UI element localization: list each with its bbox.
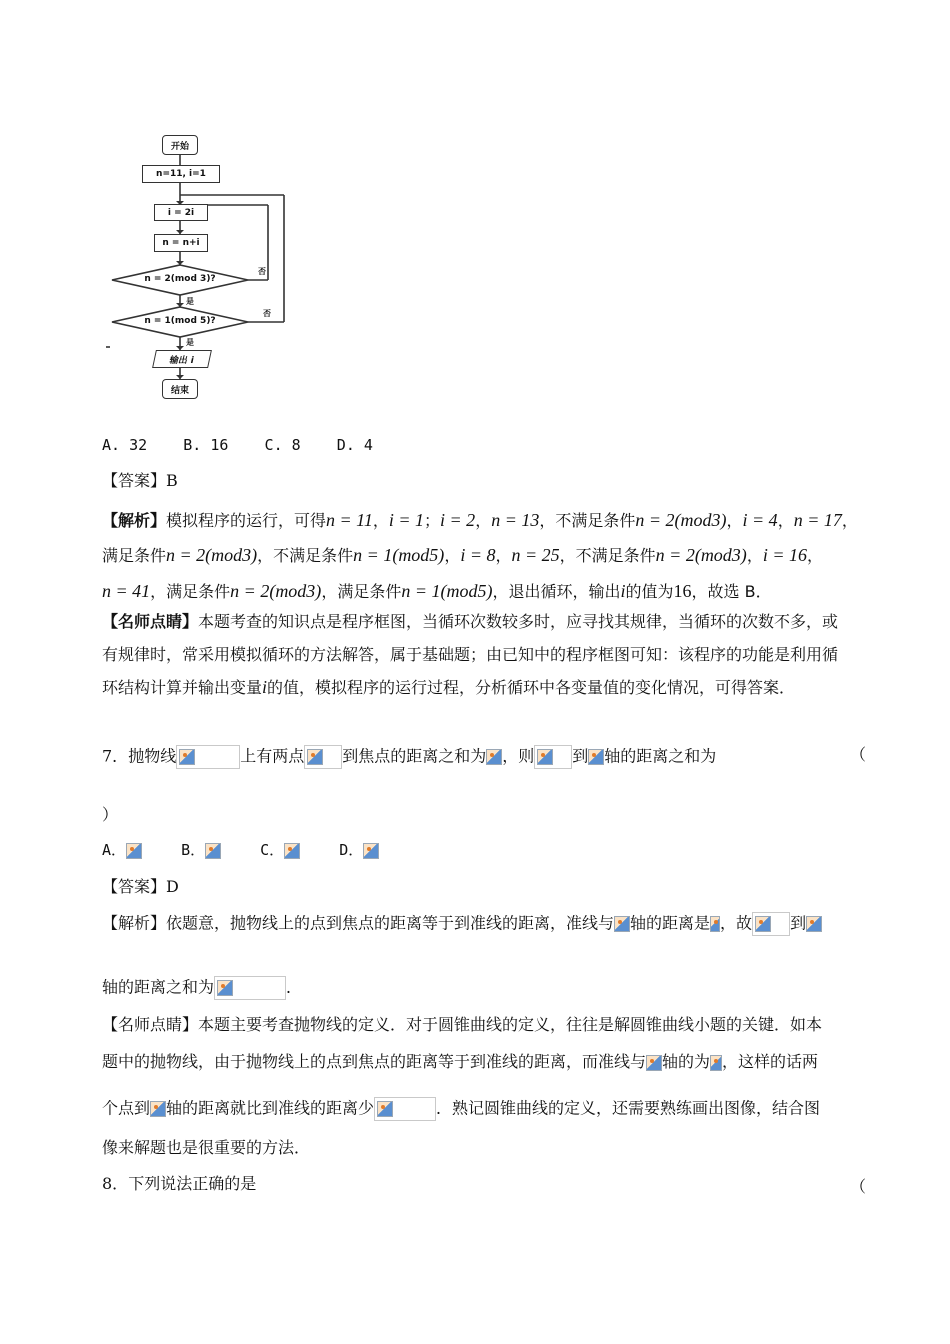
image-icon: [205, 843, 221, 859]
math: n = 2(mod3): [655, 545, 747, 565]
formula-image: [176, 745, 240, 769]
text: 轴的距离之和为: [604, 746, 717, 766]
text: ．: [286, 977, 303, 997]
text: ，: [475, 511, 492, 530]
math: 16: [673, 581, 692, 601]
text: 题中的抛物线，由于抛物线上的点到焦点的距离等于到准线的距离，而准线与: [102, 1052, 647, 1071]
q6-tips-line1: [102, 612, 838, 632]
math: n = 41: [102, 581, 151, 601]
q6-analysis-line3: [102, 581, 772, 602]
text: ，: [806, 546, 823, 565]
flowchart-no-label-2: 否: [263, 309, 271, 318]
flowchart-start: 开始: [162, 135, 198, 155]
answer-value: B: [166, 471, 178, 490]
text: ，故选 B．: [691, 582, 772, 601]
text: ，不满足条件: [539, 511, 636, 530]
q7-stem: [102, 745, 716, 769]
text: 轴的距离就比到准线的距离少: [166, 1098, 375, 1118]
image-icon: [646, 1055, 662, 1071]
text: 轴的距离是: [630, 913, 711, 933]
q6-analysis-line1: [102, 510, 858, 531]
math: i: [262, 677, 268, 697]
image-icon: [806, 916, 822, 932]
q7-options: [102, 840, 379, 860]
option-c: C．: [260, 841, 285, 859]
option-d: D．: [339, 841, 364, 859]
text: ，: [495, 546, 512, 565]
q7-tips-line4: 像来解题也是很重要的方法．: [102, 1138, 311, 1157]
text: 的值为: [625, 582, 674, 601]
text: ，: [746, 546, 763, 565]
math: i = 4: [742, 510, 778, 530]
text: ，这样的话两: [722, 1052, 819, 1071]
flowchart-output: 输出 i: [152, 350, 212, 368]
image-icon: [710, 1055, 722, 1071]
text: ．熟记圆锥曲线的定义，还需要熟练画出图像，结合图: [436, 1098, 821, 1118]
q7-analysis-line2: [102, 976, 302, 1000]
q8-paren-open: （: [850, 1177, 867, 1196]
text: ，不满足条件: [559, 546, 656, 565]
image-icon: [307, 749, 323, 765]
image-icon: [363, 843, 379, 859]
q8-stem: [102, 1174, 256, 1194]
text: ，: [372, 511, 389, 530]
analysis-label: 【解析】: [102, 511, 167, 530]
q6-tips-line3: [102, 677, 795, 698]
image-icon: [217, 980, 233, 996]
answer-value: D: [166, 877, 179, 896]
formula-image: [374, 1097, 436, 1121]
flowchart-step-i: i = 2i: [154, 204, 208, 221]
math: i = 2: [440, 510, 476, 530]
flowchart: [100, 125, 300, 410]
math: i = 1: [388, 510, 425, 530]
text: 本题考查的知识点是程序框图，当循环次数较多时，应寻找其规律，当循环的次数不多，或: [198, 612, 839, 631]
text: 依题意，抛物线上的点到焦点的距离等于到准线的距离，准线与: [166, 913, 615, 933]
text: ，故: [720, 913, 753, 933]
math: n = 1(mod5): [353, 545, 445, 565]
text: ，则: [502, 746, 535, 766]
image-icon: [284, 843, 300, 859]
text: 满足条件: [102, 546, 167, 565]
q7-answer: [102, 877, 179, 897]
q7-tips-line3: [102, 1097, 820, 1121]
text: 个点到: [102, 1098, 151, 1118]
flowchart-init: n=11, i=1: [142, 165, 220, 183]
math: n = 11: [326, 510, 373, 530]
math: n = 1(mod5): [401, 581, 493, 601]
image-icon: [710, 916, 720, 932]
math: n = 2(mod3): [230, 581, 322, 601]
text: 环结构计算并输出变量: [102, 678, 263, 697]
flowchart-cond1: n = 2(mod 3)?: [144, 274, 216, 284]
image-icon: [588, 749, 604, 765]
flowchart-step-n: n = n+i: [154, 234, 208, 252]
text: ，满足条件: [321, 582, 402, 601]
answer-label: 【答案】: [102, 877, 167, 896]
formula-image: [534, 745, 572, 769]
text: 的值，模拟程序的运行过程，分析循环中各变量值的变化情况，可得答案．: [267, 678, 796, 697]
text: ；: [424, 511, 441, 530]
image-icon: [150, 1101, 166, 1117]
text: 上有两点: [240, 746, 305, 766]
text: 到: [572, 746, 589, 766]
math: n = 2(mod3): [166, 545, 258, 565]
q6-tips-line2: 有规律时，常采用模拟循环的方法解答，属于基础题；由已知中的程序框图可知：该程序的功能是利用循: [102, 645, 839, 664]
formula-image: [214, 976, 286, 1000]
image-icon: [486, 749, 502, 765]
image-icon: [537, 749, 553, 765]
text: ，: [726, 511, 743, 530]
text: 本题主要考查抛物线的定义．对于圆锥曲线的定义，往往是解圆锥曲线小题的关键．如本: [198, 1015, 823, 1034]
text: 到焦点的距离之和为: [342, 746, 487, 766]
text: ，: [777, 511, 794, 530]
flowchart-yes-label: 是: [186, 297, 194, 306]
text: ，退出循环，输出: [492, 582, 621, 601]
option-a: A．: [102, 841, 127, 859]
text: 轴的为: [662, 1052, 711, 1071]
q7-tips-line1: [102, 1015, 822, 1035]
flowchart-no-label: 否: [258, 267, 266, 276]
q6-analysis-line2: [102, 545, 823, 566]
image-icon: [377, 1101, 393, 1117]
formula-image: [752, 912, 790, 936]
q6-options: A. 32 B. 16 C. 8 D. 4: [102, 436, 373, 454]
text: ，满足条件: [150, 582, 231, 601]
text: 轴的距离之和为: [102, 977, 215, 997]
flowchart-cond2: n = 1(mod 5)?: [144, 316, 216, 326]
image-icon: [614, 916, 630, 932]
flowchart-yes-label-2: 是: [186, 338, 194, 347]
question-number: 8．: [102, 1174, 129, 1193]
tips-label: 【名师点睛】: [102, 1015, 199, 1034]
tips-label: 【名师点睛】: [102, 612, 199, 631]
analysis-label: 【解析】: [102, 913, 167, 933]
math: n = 25: [511, 545, 560, 565]
text: 抛物线: [128, 746, 177, 766]
question-number: 7．: [102, 746, 129, 766]
text: 到: [790, 913, 807, 933]
text: ，: [841, 511, 858, 530]
image-icon: [179, 749, 195, 765]
q6-answer: [102, 471, 178, 491]
math: n = 2(mod3): [635, 510, 727, 530]
text: 下列说法正确的是: [128, 1174, 257, 1193]
math: i = 8: [460, 545, 496, 565]
text: 模拟程序的运行，可得: [166, 511, 327, 530]
math: i = 16: [762, 545, 807, 565]
image-icon: [755, 916, 771, 932]
text: ，: [444, 546, 461, 565]
q7-paren-close: ）: [102, 805, 119, 824]
math: i: [620, 581, 626, 601]
flowchart-end: 结束: [162, 379, 198, 399]
option-b: B．: [181, 841, 206, 859]
q7-paren-open: （: [850, 745, 867, 764]
text: ，不满足条件: [257, 546, 354, 565]
image-icon: [126, 843, 142, 859]
q7-tips-line2: [102, 1052, 818, 1072]
math: n = 17: [793, 510, 842, 530]
answer-label: 【答案】: [102, 471, 167, 490]
formula-image: [304, 745, 342, 769]
q7-analysis-line1: [102, 912, 822, 936]
math: n = 13: [491, 510, 540, 530]
